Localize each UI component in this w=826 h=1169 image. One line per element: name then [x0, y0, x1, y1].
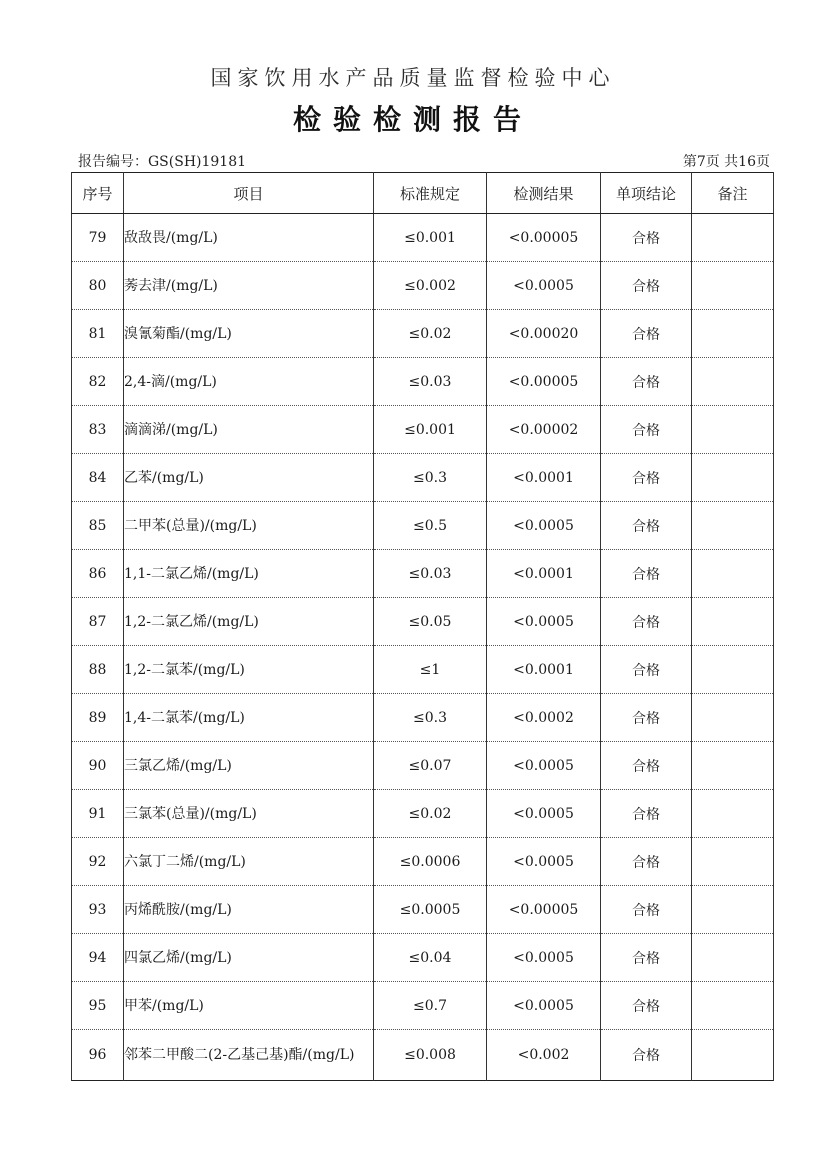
item-name-cell: 1,4-二氯苯/(mg/L) — [124, 694, 374, 742]
remark-cell — [692, 886, 774, 934]
item-name-cell: 1,1-二氯乙烯/(mg/L) — [124, 550, 374, 598]
standard-limit-cell: ≤0.02 — [374, 790, 487, 838]
item-name-cell: 滴滴涕/(mg/L) — [124, 406, 374, 454]
table-row — [72, 598, 774, 646]
item-name-cell: 乙苯/(mg/L) — [124, 454, 374, 502]
table-row — [72, 838, 774, 886]
column-header: 序号 — [72, 173, 124, 214]
column-header: 标准规定 — [374, 173, 487, 214]
remark-cell — [692, 598, 774, 646]
conclusion-cell: 合格 — [601, 934, 692, 982]
page-info: 第7页 共16页 — [682, 154, 770, 170]
column-header: 单项结论 — [601, 173, 692, 214]
standard-limit-cell: ≤0.07 — [374, 742, 487, 790]
test-result-cell: <0.0001 — [487, 550, 601, 598]
row-number-cell: 93 — [72, 886, 124, 934]
remark-cell — [692, 310, 774, 358]
row-number-cell: 96 — [72, 1030, 124, 1081]
remark-cell — [692, 646, 774, 694]
test-result-cell: <0.0002 — [487, 694, 601, 742]
test-result-cell: <0.00020 — [487, 310, 601, 358]
table-header-row — [72, 173, 774, 214]
standard-limit-cell: ≤1 — [374, 646, 487, 694]
table-row — [72, 694, 774, 742]
item-name-cell: 1,2-二氯乙烯/(mg/L) — [124, 598, 374, 646]
row-number-cell: 91 — [72, 790, 124, 838]
conclusion-cell: 合格 — [601, 646, 692, 694]
standard-limit-cell: ≤0.002 — [374, 262, 487, 310]
conclusion-cell: 合格 — [601, 742, 692, 790]
conclusion-cell: 合格 — [601, 550, 692, 598]
test-result-cell: <0.0005 — [487, 742, 601, 790]
remark-cell — [692, 982, 774, 1030]
row-number-cell: 92 — [72, 838, 124, 886]
conclusion-cell: 合格 — [601, 694, 692, 742]
organization-name: 国家饮用水产品质量监督检验中心 — [210, 66, 616, 90]
row-number-cell: 80 — [72, 262, 124, 310]
conclusion-cell: 合格 — [601, 358, 692, 406]
table-row — [72, 310, 774, 358]
test-result-cell: <0.0005 — [487, 838, 601, 886]
test-result-cell: <0.0001 — [487, 454, 601, 502]
standard-limit-cell: ≤0.05 — [374, 598, 487, 646]
test-result-cell: <0.0005 — [487, 598, 601, 646]
standard-limit-cell: ≤0.3 — [374, 454, 487, 502]
table-row — [72, 790, 774, 838]
row-number-cell: 86 — [72, 550, 124, 598]
remark-cell — [692, 790, 774, 838]
item-name-cell: 2,4-滴/(mg/L) — [124, 358, 374, 406]
item-name-cell: 四氯乙烯/(mg/L) — [124, 934, 374, 982]
standard-limit-cell: ≤0.03 — [374, 550, 487, 598]
conclusion-cell: 合格 — [601, 454, 692, 502]
item-name-cell: 二甲苯(总量)/(mg/L) — [124, 502, 374, 550]
remark-cell — [692, 550, 774, 598]
conclusion-cell: 合格 — [601, 838, 692, 886]
item-name-cell: 六氯丁二烯/(mg/L) — [124, 838, 374, 886]
standard-limit-cell: ≤0.5 — [374, 502, 487, 550]
row-number-cell: 94 — [72, 934, 124, 982]
test-result-cell: <0.0005 — [487, 982, 601, 1030]
test-result-cell: <0.0001 — [487, 646, 601, 694]
table-row — [72, 550, 774, 598]
report-number: 报告编号：GS(SH)19181 — [78, 154, 247, 170]
conclusion-cell: 合格 — [601, 262, 692, 310]
item-name-cell: 溴氰菊酯/(mg/L) — [124, 310, 374, 358]
item-name-cell: 甲苯/(mg/L) — [124, 982, 374, 1030]
row-number-cell: 84 — [72, 454, 124, 502]
conclusion-cell: 合格 — [601, 886, 692, 934]
report-title: 检验检测报告 — [292, 103, 533, 136]
remark-cell — [692, 694, 774, 742]
table-row — [72, 886, 774, 934]
remark-cell — [692, 454, 774, 502]
conclusion-cell: 合格 — [601, 598, 692, 646]
standard-limit-cell: ≤0.3 — [374, 694, 487, 742]
test-result-cell: <0.0005 — [487, 790, 601, 838]
test-result-cell: <0.0005 — [487, 262, 601, 310]
test-result-cell: <0.00002 — [487, 406, 601, 454]
standard-limit-cell: ≤0.0005 — [374, 886, 487, 934]
test-result-cell: <0.002 — [487, 1030, 601, 1081]
table-row — [72, 502, 774, 550]
test-result-cell: <0.00005 — [487, 214, 601, 262]
remark-cell — [692, 358, 774, 406]
item-name-cell: 1,2-二氯苯/(mg/L) — [124, 646, 374, 694]
row-number-cell: 85 — [72, 502, 124, 550]
row-number-cell: 82 — [72, 358, 124, 406]
standard-limit-cell: ≤0.001 — [374, 214, 487, 262]
standard-limit-cell: ≤0.7 — [374, 982, 487, 1030]
table-row — [72, 454, 774, 502]
table-row — [72, 934, 774, 982]
test-result-cell: <0.0005 — [487, 502, 601, 550]
item-name-cell: 三氯苯(总量)/(mg/L) — [124, 790, 374, 838]
conclusion-cell: 合格 — [601, 790, 692, 838]
standard-limit-cell: ≤0.04 — [374, 934, 487, 982]
row-number-cell: 81 — [72, 310, 124, 358]
conclusion-cell: 合格 — [601, 406, 692, 454]
row-number-cell: 90 — [72, 742, 124, 790]
remark-cell — [692, 502, 774, 550]
table-row — [72, 1030, 774, 1081]
conclusion-cell: 合格 — [601, 1030, 692, 1081]
test-result-cell: <0.00005 — [487, 358, 601, 406]
remark-cell — [692, 214, 774, 262]
standard-limit-cell: ≤0.008 — [374, 1030, 487, 1081]
row-number-cell: 87 — [72, 598, 124, 646]
standard-limit-cell: ≤0.02 — [374, 310, 487, 358]
row-number-cell: 83 — [72, 406, 124, 454]
column-header: 项目 — [124, 173, 374, 214]
table-row — [72, 262, 774, 310]
row-number-cell: 88 — [72, 646, 124, 694]
table-row — [72, 982, 774, 1030]
column-header: 备注 — [692, 173, 774, 214]
row-number-cell: 79 — [72, 214, 124, 262]
remark-cell — [692, 262, 774, 310]
remark-cell — [692, 406, 774, 454]
table-row — [72, 214, 774, 262]
table-row — [72, 406, 774, 454]
item-name-cell: 莠去津/(mg/L) — [124, 262, 374, 310]
item-name-cell: 敌敌畏/(mg/L) — [124, 214, 374, 262]
conclusion-cell: 合格 — [601, 982, 692, 1030]
row-number-cell: 89 — [72, 694, 124, 742]
test-result-cell: <0.0005 — [487, 934, 601, 982]
standard-limit-cell: ≤0.03 — [374, 358, 487, 406]
conclusion-cell: 合格 — [601, 214, 692, 262]
item-name-cell: 丙烯酰胺/(mg/L) — [124, 886, 374, 934]
results-table — [71, 172, 774, 1081]
remark-cell — [692, 934, 774, 982]
remark-cell — [692, 1030, 774, 1081]
standard-limit-cell: ≤0.0006 — [374, 838, 487, 886]
item-name-cell: 三氯乙烯/(mg/L) — [124, 742, 374, 790]
row-number-cell: 95 — [72, 982, 124, 1030]
item-name-cell: 邻苯二甲酸二(2-乙基己基)酯/(mg/L) — [124, 1030, 374, 1081]
conclusion-cell: 合格 — [601, 310, 692, 358]
column-header: 检测结果 — [487, 173, 601, 214]
remark-cell — [692, 838, 774, 886]
conclusion-cell: 合格 — [601, 502, 692, 550]
test-result-cell: <0.00005 — [487, 886, 601, 934]
table-row — [72, 742, 774, 790]
remark-cell — [692, 742, 774, 790]
table-row — [72, 358, 774, 406]
table-row — [72, 646, 774, 694]
standard-limit-cell: ≤0.001 — [374, 406, 487, 454]
